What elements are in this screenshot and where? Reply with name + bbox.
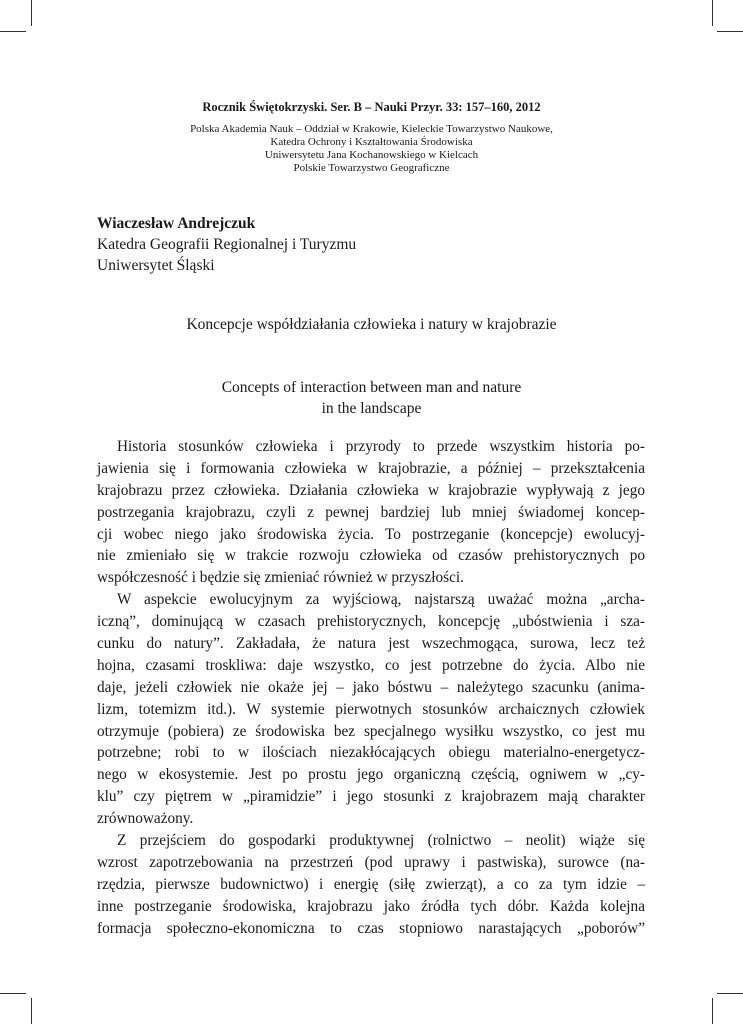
affiliation-line: Polskie Towarzystwo Geograficzne [293,162,450,174]
paragraph-line: rzędzia, pierwsze budownictwo) i energię (siłę zwierząt), a co za tym idzie – [97,875,645,893]
paragraph-line: wzrost zapotrzebowania na przestrzeń (pod uprawy i pastwiska), surowce (na- [97,853,645,871]
body-text [97,436,645,939]
paragraph-line: krajobrazu przez człowieka. Działania człowieka w krajobrazie wypływają z jego [97,481,645,499]
paragraph-line: cunku do natury”. Zakładała, że natura jest wszechmogąca, surowa, lecz też [97,635,645,653]
author-block [97,213,356,276]
author-name: Wiaczesław Andrejczuk [97,215,256,232]
paragraph-line: formacja społeczno-ekonomiczna to czas stopniowo narastających „poborów” [97,919,645,937]
paragraph-line: współczesność i będzie się zmieniać również w przyszłości. [97,569,464,587]
paragraph-line: otrzymuje (pobiera) ze środowiska bez specjalnego wysiłku wszystko, co jest mu [97,722,645,740]
crop-mark-bottom-left-h [0,993,26,994]
affiliation-line: Katedra Ochrony i Kształtowania Środowiska [270,136,473,148]
affiliation-line: Polska Akademia Nauk – Oddział w Krakowie, Kieleckie Towarzystwo Naukowe, [190,123,553,135]
author-department: Katedra Geografii Regionalnej i Turyzmu [97,236,357,253]
paragraph-line: iczną”, dominującą w czasach prehistorycznych, koncepcję „ubóstwienia i sza- [97,613,645,631]
crop-mark-top-right-h [717,31,743,32]
crop-mark-bottom-right [712,998,713,1024]
crop-mark-bottom-left [31,998,32,1024]
page-header [0,100,743,175]
paragraph-line: postrzegania krajobrazu, czyli z pewnej bardziej lub mniej świadomej koncep- [97,503,645,521]
crop-mark-bottom-right-h [717,993,743,994]
title-english-line: in the landscape [321,400,422,417]
paragraph-line: nego w ekosystemie. Jest po prostu jego organiczną częścią, ogniwem w „cy- [97,766,645,784]
journal-citation: Rocznik Świętokrzyski. Ser. B – Nauki Przyr. 33: 157–160, 2012 [202,100,541,114]
paragraph-line: jawienia się i formowania człowieka w krajobrazie, a później – przekształcenia [97,459,645,477]
paragraph-line: zrównoważony. [97,810,194,828]
paragraph-line: cji wobec niego jako środowiska życia. To postrzeganie (koncepcje) ewolucyj- [97,525,645,543]
crop-mark-top-left [31,0,32,26]
crop-mark-top-right [712,0,713,26]
paragraph-line: klu” czy piętrem w „piramidzie” i jego stosunki z krajobrazem mają charakter [97,788,645,806]
paragraph-line: Historia stosunków człowieka i przyrody to przede wszystkim historia po- [117,438,645,455]
paragraph-line: lizm, totemizm itd.). W systemie pierwotnych stosunków archaicznych człowiek [97,700,645,718]
author-university: Uniwersytet Śląski [97,257,215,274]
affiliation-line: Uniwersytetu Jana Kochanowskiego w Kielcach [264,149,479,161]
paragraph-line: W aspekcie ewolucyjnym za wyjściową, najstarszą uważać można „archa- [117,591,645,609]
title-english [0,377,743,419]
paragraph-line: potrzebne; robi to w ilościach niezakłócających obiegu materialno-energetycz- [97,744,645,762]
paragraph-line: nie zmieniało się w trakcie rozwoju człowieka od czasów prehistorycznych po [97,547,645,565]
paragraph-line: hojna, czasami troskliwa: daje wszystko, co jest potrzebne do życia. Albo nie [97,656,645,674]
title-polish: Koncepcje współdziałania człowieka i natury w krajobrazie [186,316,557,333]
title-english-line: Concepts of interaction between man and nature [221,379,522,396]
paragraph-line: daje, jeżeli człowiek nie okaże jej – jako bóstwu – należytego szacunku (anima- [97,678,645,696]
crop-mark-top-left-h [0,31,26,32]
paragraph-line: inne postrzeganie środowiska, krajobrazu jako źródła tych dóbr. Każda kolejna [97,897,645,915]
paragraph-line: Z przejściem do gospodarki produktywnej (rolnictwo – neolit) wiąże się [117,832,645,850]
